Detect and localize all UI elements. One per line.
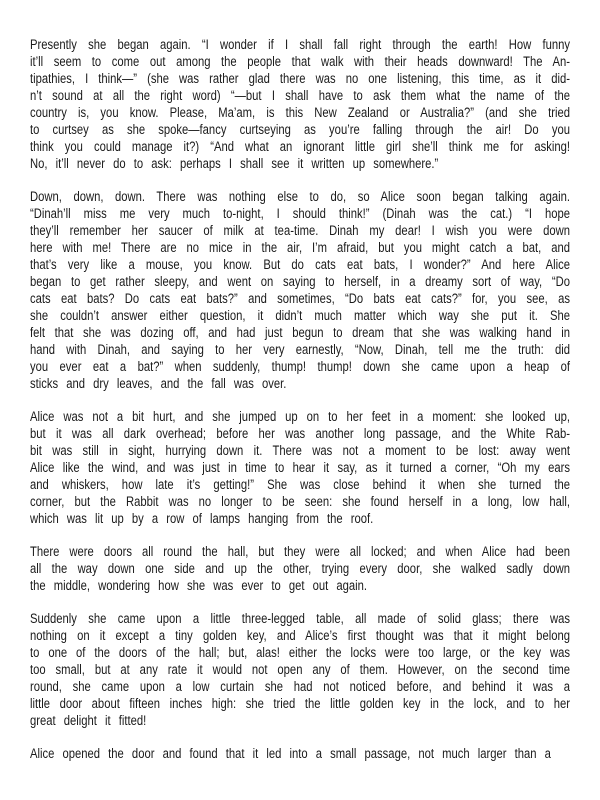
paragraph [30, 745, 570, 762]
text-line: cats eat bats? Do cats eat bats?” and sometimes, “Do bats eat cats?” for, you see, as [30, 291, 570, 306]
text-line: think you could manage it?) “And what an ignorant little girl she’ll think me for asking! [30, 139, 570, 154]
paragraph [30, 188, 570, 392]
text-line: Down, down, down. There was nothing else to do, so Alice soon began talking again. [30, 189, 570, 204]
paragraph [30, 610, 570, 729]
text-line: felt that she was dozing off, and had just begun to dream that she was walking hand in [30, 325, 570, 340]
text-line: and whiskers, how late it’s getting!” She was close behind it when she turned the [30, 477, 570, 492]
text-line: tipathies, I think—” (she was rather glad there was no one listening, this time, as it did- [30, 71, 570, 86]
paragraph [30, 36, 570, 172]
text-line: here with me! There are no mice in the air, I’m afraid, but you might catch a bat, and [30, 240, 570, 255]
text-line: n’t sound at all the right word) “—but I shall have to ask them what the name of the [30, 88, 570, 103]
text-line: all the way down one side and up the other, trying every door, she walked sadly down [30, 561, 570, 576]
text-line: the middle, wondering how she was ever to get out again. [30, 578, 368, 593]
text-line: Presently she began again. “I wonder if I shall fall right through the earth! How funny [30, 37, 570, 52]
paragraph [30, 543, 570, 594]
text-line: Alice like the wind, and was just in time to hear it say, as it turned a corner, “Oh my ears [30, 460, 570, 475]
text-line: which was lit up by a row of lamps hanging from the roof. [30, 511, 374, 526]
text-column [30, 36, 570, 762]
text-line: to curtsey as she spoke—fancy curtseying as you’re falling through the air! Do you [30, 122, 570, 137]
text-line: Alice opened the door and found that it led into a small passage, not much larger than a [30, 746, 551, 761]
text-line: they’ll remember her saucer of milk at tea-time. Dinah my dear! I wish you were down [30, 223, 570, 238]
text-line: nothing on it except a tiny golden key, and Alice’s first thought was that it might belong [30, 628, 570, 643]
text-line: but it was all dark overhead; before her was another long passage, and the White Rab- [30, 426, 570, 441]
text-line: she couldn’t answer either question, it didn’t much matter which way she put it. She [30, 308, 570, 323]
text-line: Suddenly she came upon a little three-legged table, all made of solid glass; there was [30, 611, 570, 626]
text-line: sticks and dry leaves, and the fall was over. [30, 376, 287, 391]
text-line: great delight it fitted! [30, 713, 147, 728]
text-line: There were doors all round the hall, but they were all locked; and when Alice had been [30, 544, 570, 559]
text-line: round, she came upon a low curtain she had not noticed before, and behind it was a [30, 679, 570, 694]
text-line: you ever eat a bat?” when suddenly, thump! thump! down she came upon a heap of [30, 359, 570, 374]
text-line: country is, you know. Please, Ma’am, is this New Zealand or Australia?” (and she tried [30, 105, 570, 120]
text-line: that’s very like a mouse, you know. But do cats eat bats, I wonder?” And here Alice [30, 257, 570, 272]
text-line: Alice was not a bit hurt, and she jumped up on to her feet in a moment: she looked up, [30, 409, 570, 424]
text-line: hand with Dinah, and saying to her very earnestly, “Now, Dinah, tell me the truth: did [30, 342, 570, 357]
paragraph [30, 408, 570, 527]
text-content [30, 36, 600, 778]
text-line: corner, but the Rabbit was no longer to be seen: she found herself in a long, low hall, [30, 494, 570, 509]
text-line: No, it’ll never do to ask: perhaps I shall see it written up somewhere.” [30, 156, 439, 171]
text-line: bit was still in sight, hurrying down it. There was not a moment to be lost: away went [30, 443, 570, 458]
text-line: to one of the doors of the hall; but, alas! either the locks were too large, or the key was [30, 645, 570, 660]
text-line: too small, but at any rate it would not open any of them. However, on the second time [30, 662, 570, 677]
text-line: little door about fifteen inches high: she tried the little golden key in the lock, and to her [30, 696, 570, 711]
text-line: “Dinah’ll miss me very much to-night, I should think!” (Dinah was the cat.) “I hope [30, 206, 570, 221]
text-line: it’ll seem to come out among the people that walk with their heads downward! The An- [30, 54, 570, 69]
text-line: began to get rather sleepy, and went on saying to herself, in a dreamy sort of way, “Do [30, 274, 570, 289]
